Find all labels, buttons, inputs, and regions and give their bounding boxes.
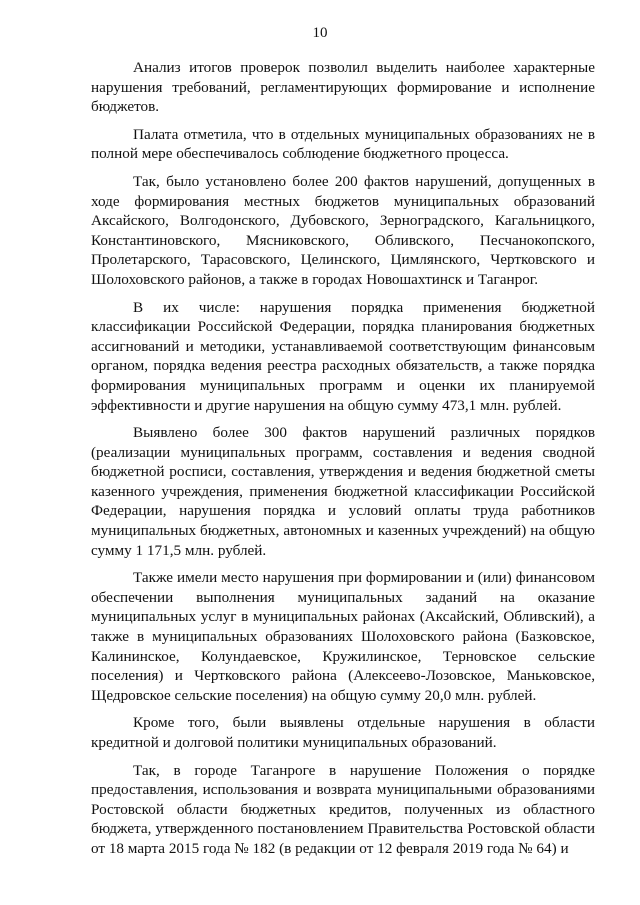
paragraph: Анализ итогов проверок позволил выделить наиболее характерные нарушения требований, регламентирующих формирование и исполнение бюджетов.	[91, 59, 595, 116]
paragraph: Так, в городе Таганроге в нарушение Положения о порядке предоставления, использования и возврата муниципальными образованиями Ростовской области бюджетных кредитов, полученных из областного бюджета, утвержденного постановлением Правительства Ростовской области от 18 марта 2015 года № 182 (в редакции от 12 февраля 2019 года № 64) и	[91, 761, 595, 857]
paragraph: Также имели место нарушения при формировании и (или) финансовом обеспечении выполнения муниципальных заданий на оказание муниципальных услуг в муниципальных районах (Аксайский, Обливский), а также в муниципальных образованиях Шолоховского района (Базковское, Калининское, Колундаевское, Кружилинское, Терновское сельские поселения) и Чертковского района (Алексеево-Лозовское, Маньковское, Щедровское сельские поселения) на общую сумму 20,0 млн. рублей.	[91, 569, 595, 704]
paragraph: Палата отметила, что в отдельных муниципальных образованиях не в полной мере обеспечивалось соблюдение бюджетного процесса.	[91, 125, 595, 163]
paragraph: В их числе: нарушения порядка применения бюджетной классификации Российской Федерации, порядка планирования бюджетных ассигнований и методики, устанавливаемой соответствующим финансовым органом, порядка ведения реестра расходных обязательств, а также порядка формирования муниципальных программ и оценки их планируемой эффективности и другие нарушения на общую сумму 473,1 млн. рублей.	[91, 298, 595, 414]
document-body	[91, 58, 595, 867]
page-number: 10	[312, 25, 328, 41]
paragraph: Выявлено более 300 фактов нарушений различных порядков (реализации муниципальных программ, составления и ведения сводной бюджетной росписи, составления, утверждения и ведения бюджетной сметы казенного учреждения, применения бюджетной классификации Российской Федерации, нарушения порядка и условий оплаты труда работников муниципальных бюджетных, автономных и казенных учреждений) на общую сумму 1 171,5 млн. рублей.	[91, 424, 595, 559]
paragraph: Кроме того, были выявлены отдельные нарушения в области кредитной и долговой политики муниципальных образований.	[91, 714, 595, 751]
paragraph: Так, было установлено более 200 фактов нарушений, допущенных в ходе формирования местных бюджетов муниципальных образований Аксайского, Волгодонского, Дубовского, Зерноградского, Кагальницкого, Константиновского, Мясниковского, Обливского, Песчанокопского, Пролетарского, Тарасовского, Целинского, Цимлянского, Чертковского и Шолоховского районов, а также в городах Новошахтинск и Таганрог.	[91, 172, 595, 288]
